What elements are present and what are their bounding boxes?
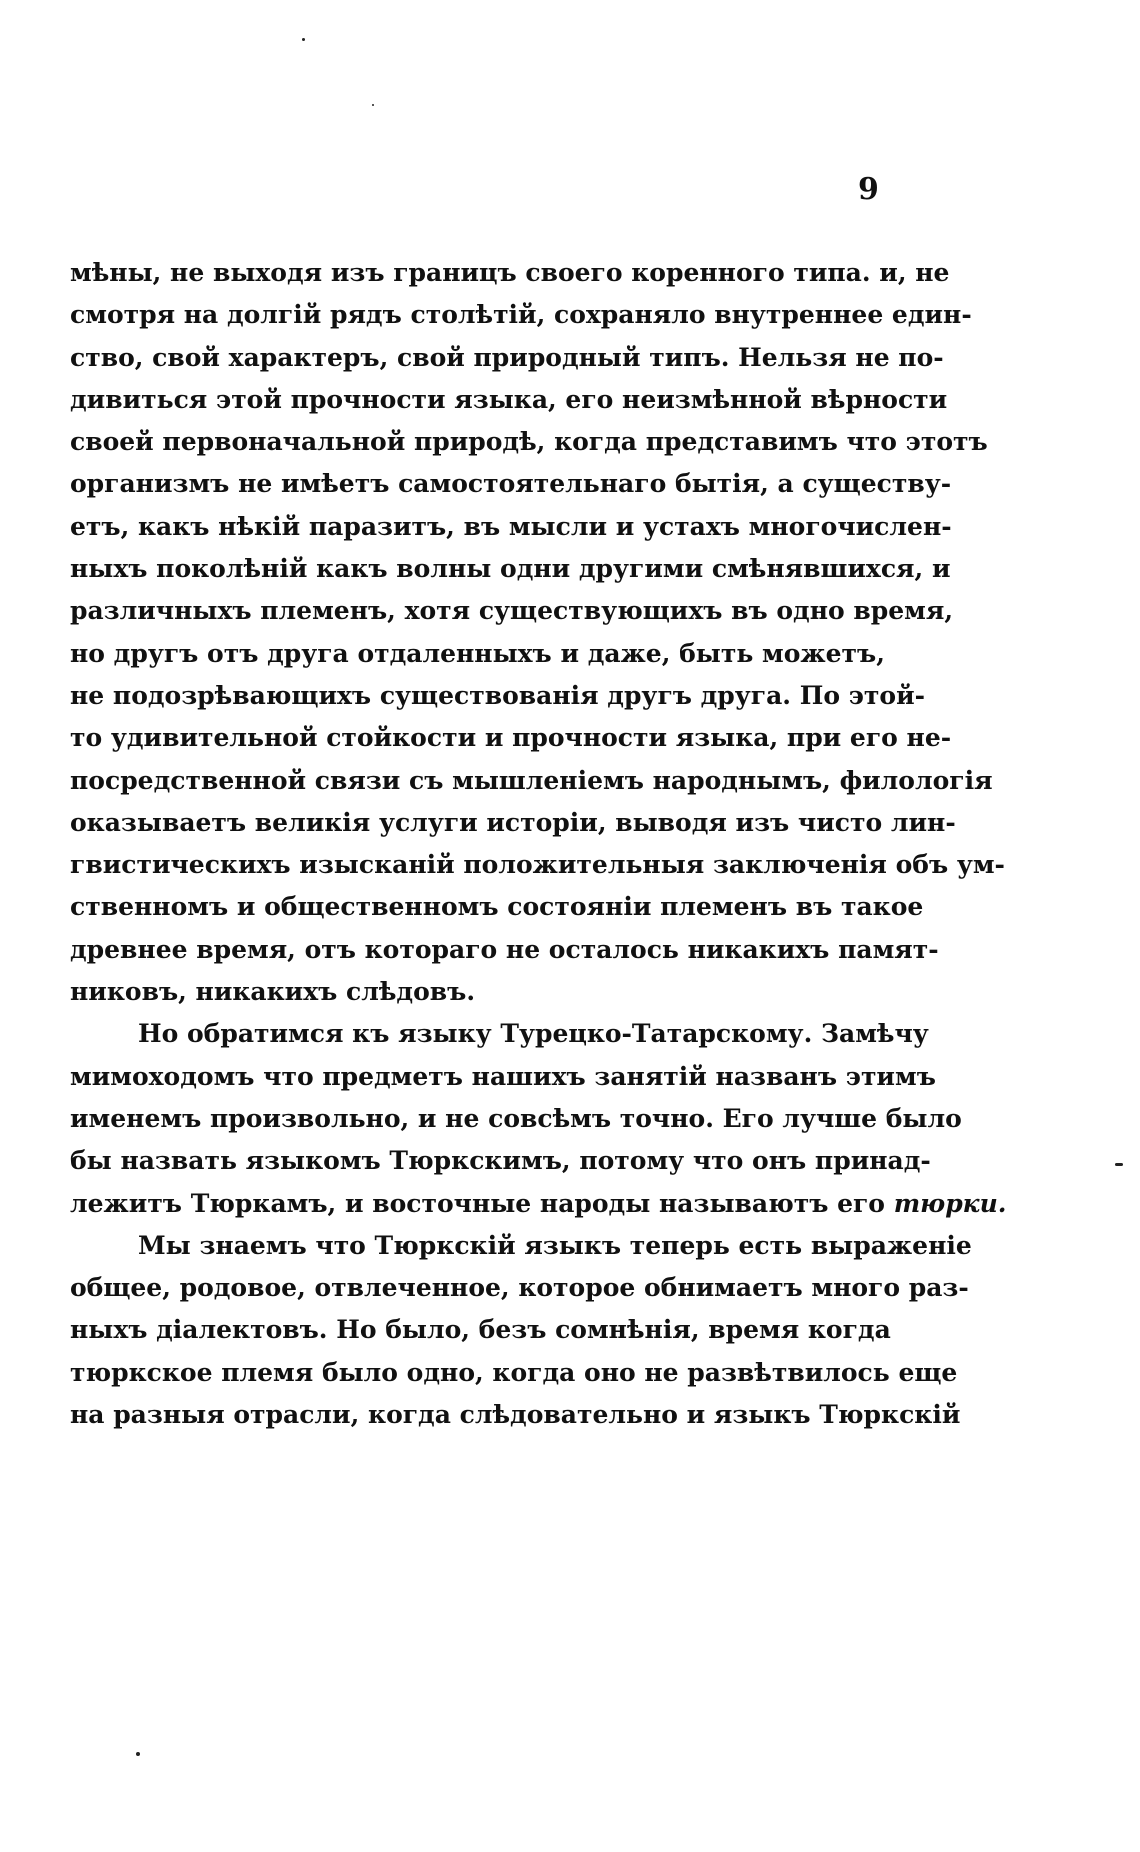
text-line: гвистическихъ изысканій положительныя заключенія объ ум- xyxy=(70,850,1005,880)
text-line: дивиться этой прочности языка, его неизмѣнной вѣрности xyxy=(70,384,948,414)
text-line: бы назвать языкомъ Тюркскимъ, потому что онъ принад- xyxy=(70,1146,931,1176)
text-line: на разныя отрасли, когда слѣдовательно и языкъ Тюркскій xyxy=(70,1400,961,1430)
text-line: тюркское племя было одно, когда оно не развѣтвилось еще xyxy=(70,1357,958,1387)
text-line: своей первоначальной природѣ, когда представимъ что этотъ xyxy=(70,427,988,457)
text-line: ныхъ поколѣній какъ волны одни другими смѣнявшихся, и xyxy=(70,554,951,584)
text-line: общее, родовое, отвлеченное, которое обнимаетъ много раз- xyxy=(70,1273,969,1303)
body-text xyxy=(70,252,1007,1436)
text-line: ственномъ и общественномъ состояніи племенъ въ такое xyxy=(70,892,924,922)
text-line: именемъ произвольно, и не совсѣмъ точно. Его лучше было xyxy=(70,1103,962,1133)
page-number: 9 xyxy=(858,172,879,207)
text-line: древнее время, отъ котораго не осталось никакихъ памят- xyxy=(70,934,939,964)
text-line: различныхъ племенъ, хотя существующихъ въ одно время, xyxy=(70,596,954,626)
text-line: то удивительной стойкости и прочности языка, при его не- xyxy=(70,723,952,753)
text-line: ство, свой характеръ, свой природный типъ. Нельзя не по- xyxy=(70,342,944,372)
text-line: посредственной связи съ мышленіемъ народнымъ, филологія xyxy=(70,765,993,795)
scan-speck xyxy=(136,1752,140,1756)
text-line: етъ, какъ нѣкій паразитъ, въ мысли и устахъ многочислен- xyxy=(70,511,952,541)
text-line: оказываетъ великія услуги исторіи, выводя изъ чисто лин- xyxy=(70,807,956,837)
text-line: мѣны, не выходя изъ границъ своего коренного типа. и, не xyxy=(70,258,950,287)
paragraph-2 xyxy=(70,1013,1007,1224)
scan-speck xyxy=(1115,1163,1123,1166)
text-line: не подозрѣвающихъ существованія другъ друга. По этой- xyxy=(70,680,926,710)
text-line: никовъ, никакихъ слѣдовъ. xyxy=(70,977,476,1007)
text-line: организмъ не имѣетъ самостоятельнаго бытія, а существу- xyxy=(70,469,952,499)
scan-speck xyxy=(372,104,374,106)
text-line-main: лежитъ Тюркамъ, и восточные народы называютъ его xyxy=(70,1188,885,1218)
text-line: мимоходомъ что предметъ нашихъ занятій названъ этимъ xyxy=(70,1061,936,1091)
scan-speck xyxy=(302,38,305,41)
paragraph-1 xyxy=(70,252,1005,1013)
text-line: Но обратимся къ языку Турецко-Татарскому. Замѣчу xyxy=(138,1019,929,1049)
text-line: Мы знаемъ что Тюркскій языкъ теперь есть выраженіе xyxy=(138,1230,972,1260)
paragraph-3 xyxy=(70,1225,972,1436)
text-line: но другъ отъ друга отдаленныхъ и даже, быть можетъ, xyxy=(70,638,885,668)
text-line-with-italic xyxy=(70,1183,1007,1225)
italic-word: тюрки. xyxy=(893,1188,1007,1218)
text-line: смотря на долгій рядъ столѣтій, сохраняло внутреннее един- xyxy=(70,300,972,330)
text-line: ныхъ діалектовъ. Но было, безъ сомнѣнія, время когда xyxy=(70,1315,891,1345)
